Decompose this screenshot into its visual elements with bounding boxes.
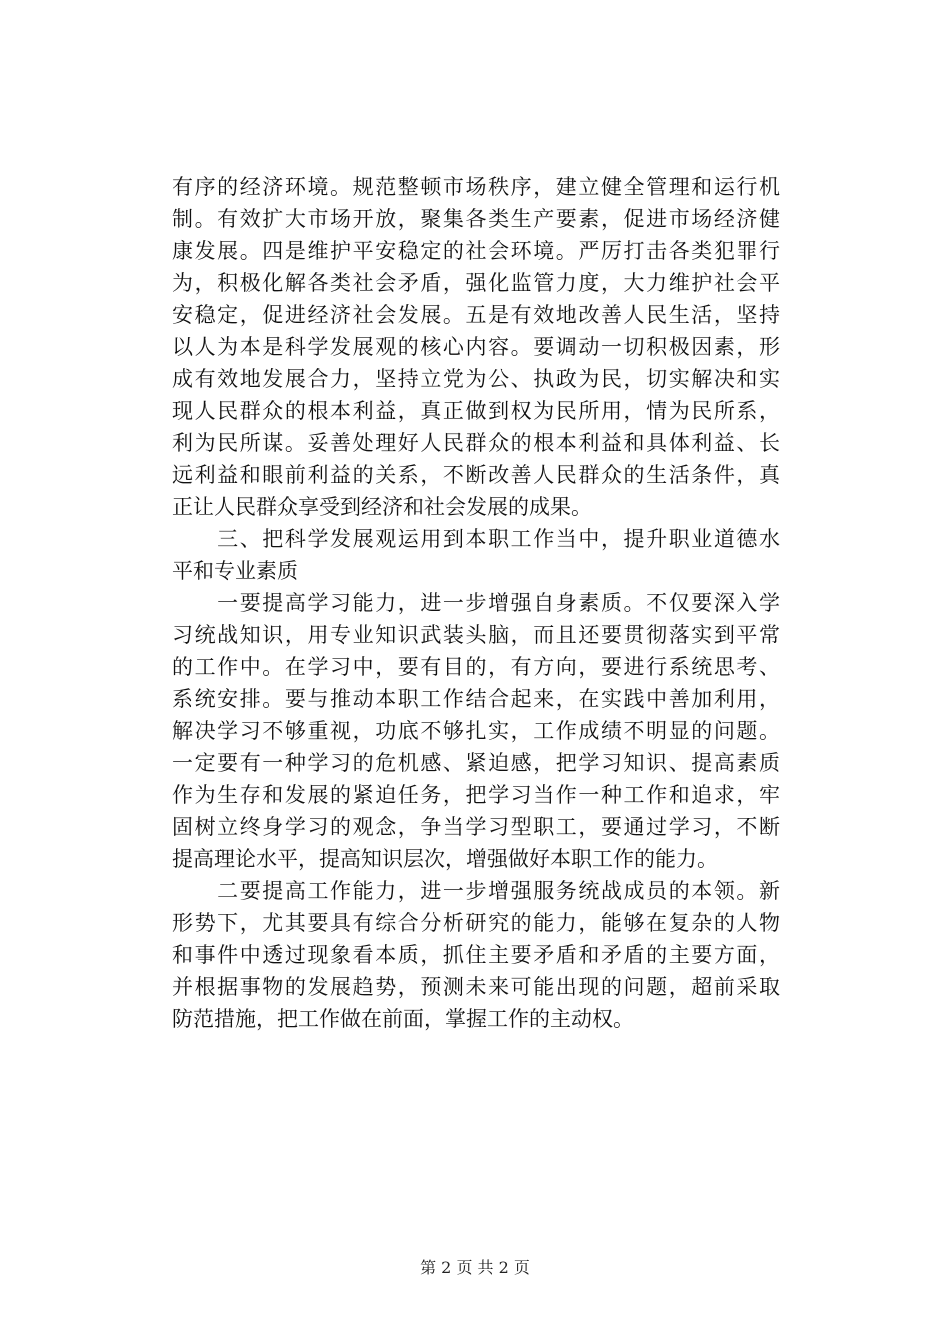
text-line: 现人民群众的根本利益，真正做到权为民所用，情为民所系， bbox=[172, 399, 780, 423]
text-line: 制。有效扩大市场开放，聚集各类生产要素，促进市场经济健 bbox=[172, 207, 780, 231]
paragraph-end-line: 防范措施，把工作做在前面，掌握工作的主动权。 bbox=[172, 1007, 634, 1031]
text-line: 固树立终身学习的观念，争当学习型职工，要通过学习，不断 bbox=[172, 815, 780, 839]
text-line: 和事件中透过现象看本质，抓住主要矛盾和矛盾的主要方面， bbox=[172, 943, 780, 967]
text-line: 二要提高工作能力，进一步增强服务统战成员的本领。新 bbox=[172, 879, 780, 903]
section-heading-end-line: 平和专业素质 bbox=[172, 559, 298, 583]
paragraph-end-line: 提高理论水平，提高知识层次，增强做好本职工作的能力。 bbox=[172, 847, 718, 871]
text-line: 形势下，尤其要具有综合分析研究的能力，能够在复杂的人物 bbox=[172, 911, 780, 935]
text-line: 作为生存和发展的紧迫任务，把学习当作一种工作和追求，牢 bbox=[172, 783, 780, 807]
text-line: 并根据事物的发展趋势，预测未来可能出现的问题，超前采取 bbox=[172, 975, 780, 999]
text-line: 为，积极化解各类社会矛盾，强化监管力度，大力维护社会平 bbox=[172, 271, 780, 295]
text-line: 系统安排。要与推动本职工作结合起来，在实践中善加利用， bbox=[172, 687, 780, 711]
text-line: 有序的经济环境。规范整顿市场秩序，建立健全管理和运行机 bbox=[172, 175, 780, 199]
text-line: 以人为本是科学发展观的核心内容。要调动一切积极因素，形 bbox=[172, 335, 780, 359]
body-text bbox=[172, 171, 780, 1035]
text-line: 安稳定，促进经济社会发展。五是有效地改善人民生活，坚持 bbox=[172, 303, 780, 327]
text-line: 一定要有一种学习的危机感、紧迫感，把学习知识、提高素质 bbox=[172, 751, 780, 775]
text-line: 远利益和眼前利益的关系，不断改善人民群众的生活条件，真 bbox=[172, 463, 780, 487]
text-line: 解决学习不够重视，功底不够扎实，工作成绩不明显的问题。 bbox=[172, 719, 780, 743]
page-footer: 第 2 页 共 2 页 bbox=[420, 1258, 530, 1277]
text-line: 一要提高学习能力，进一步增强自身素质。不仅要深入学 bbox=[172, 591, 780, 615]
text-line: 的工作中。在学习中，要有目的，有方向，要进行系统思考、 bbox=[172, 655, 780, 679]
text-line: 习统战知识，用专业知识武装头脑，而且还要贯彻落实到平常 bbox=[172, 623, 780, 647]
paragraph-end-line: 正让人民群众享受到经济和社会发展的成果。 bbox=[172, 495, 592, 519]
text-line: 利为民所谋。妥善处理好人民群众的根本利益和具体利益、长 bbox=[172, 431, 780, 455]
section-heading-line: 三、把科学发展观运用到本职工作当中，提升职业道德水 bbox=[172, 527, 780, 551]
text-line: 成有效地发展合力，坚持立党为公、执政为民，切实解决和实 bbox=[172, 367, 780, 391]
text-line: 康发展。四是维护平安稳定的社会环境。严厉打击各类犯罪行 bbox=[172, 239, 780, 263]
